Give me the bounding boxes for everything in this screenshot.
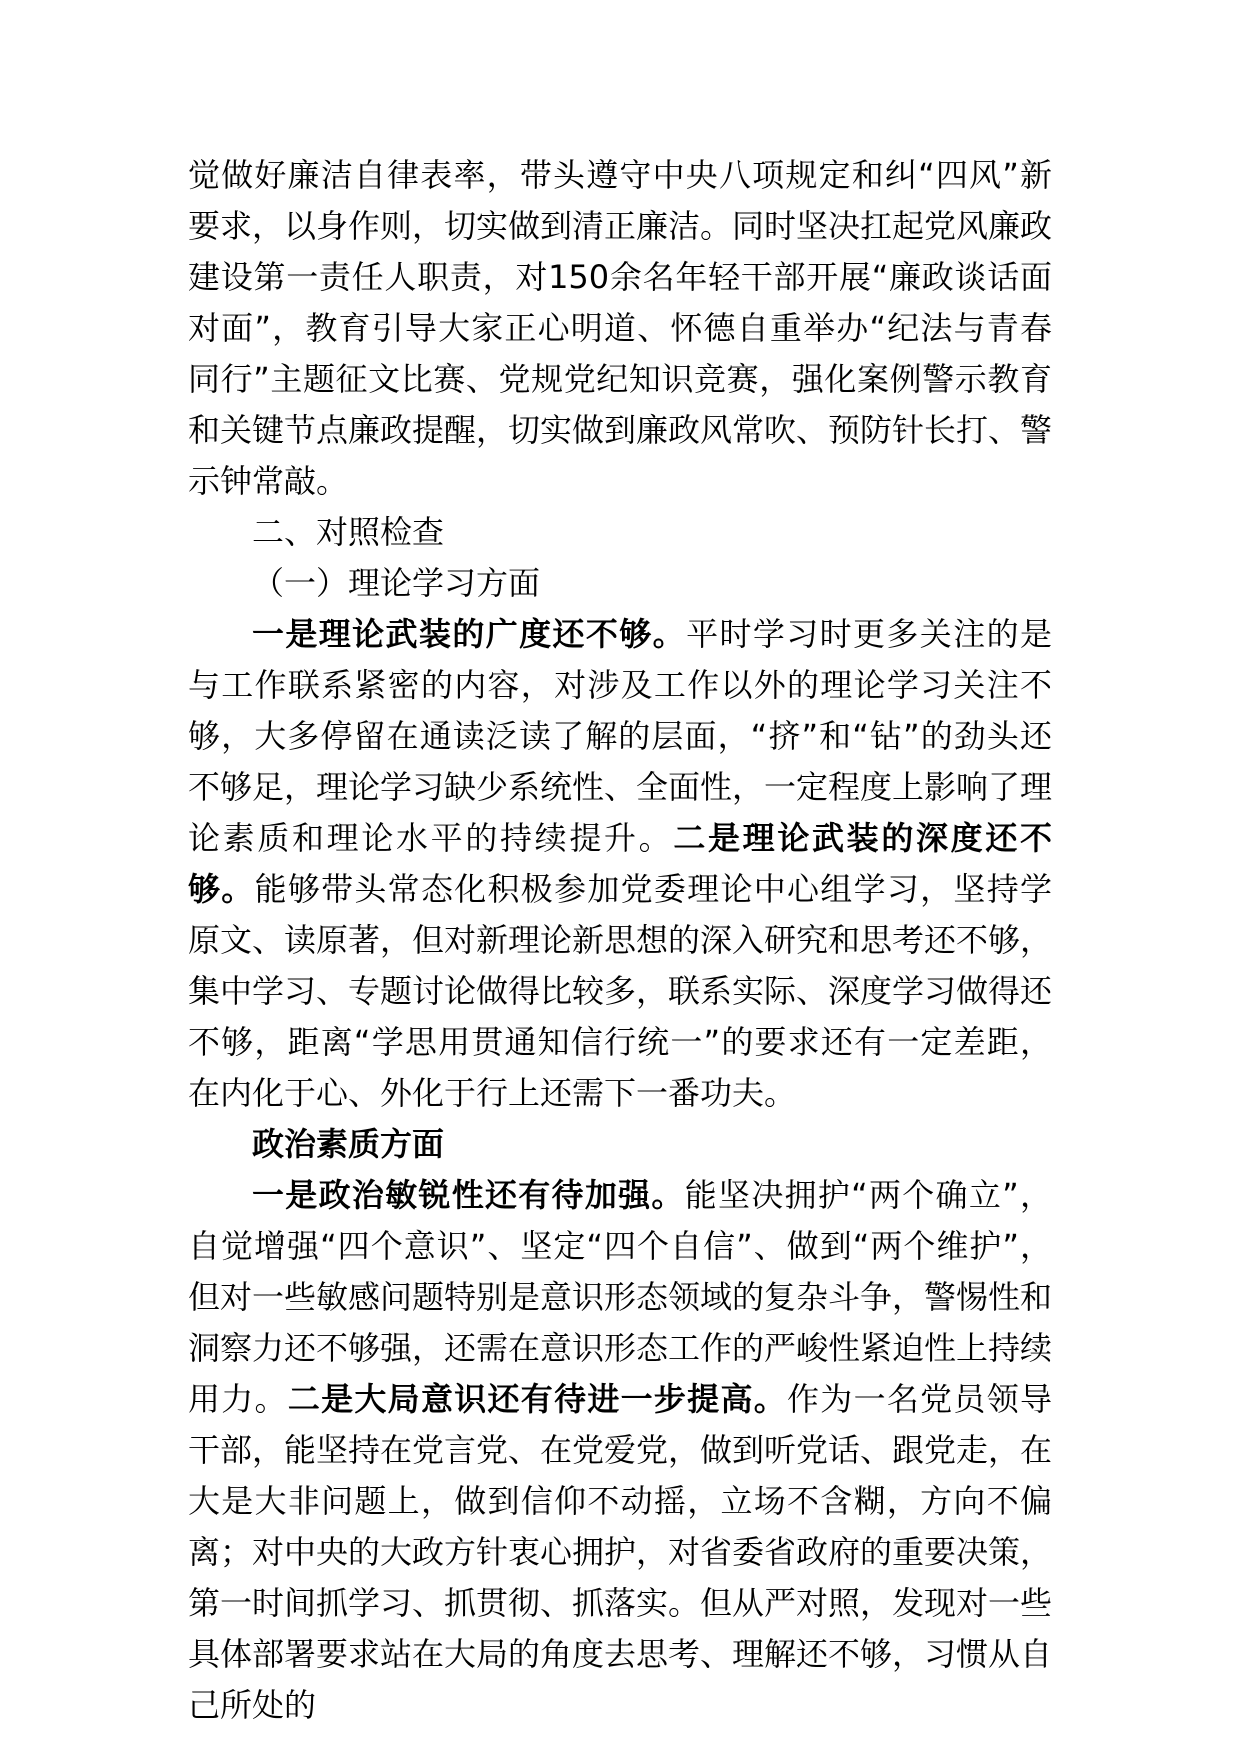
point-heading: 二是理论武装的深度还不够。 <box>188 819 1052 908</box>
paragraph-political-quality <box>188 1170 1052 1731</box>
paragraph-continuation <box>188 150 1052 507</box>
subsection-heading <box>188 1119 1052 1170</box>
section-heading <box>188 507 1052 558</box>
subsection-heading <box>188 558 1052 609</box>
point-heading: 一是理论武装的广度还不够。 <box>252 615 687 653</box>
paragraph-text: 平时学习时更多关注的是与工作联系紧密的内容，对涉及工作以外的理论学习关注不够，大多停留在通读泛读了解的层面，“挤”和“钻”的劲头还不够足，理论学习缺少系统性、全面性，一定程度上影响了理论素质和理论水平的持续提升。 <box>188 615 1053 857</box>
paragraph-text: 能够带头常态化积极参加党委理论中心组学习，坚持学原文、读原著，但对新理论新思想的深入研究和思考还不够，集中学习、专题讨论做得比较多，联系实际、深度学习做得还不够，距离“学思用贯通知信行统一”的要求还有一定差距，在内化于心、外化于行上还需下一番功夫。 <box>188 870 1053 1112</box>
paragraph-text: 作为一名党员领导干部，能坚持在党言党、在党爱党，做到听党话、跟党走，在大是大非问题上，做到信仰不动摇，立场不含糊，方向不偏离；对中央的大政方针衷心拥护，对省委省政府的重要决策，第一时间抓学习、抓贯彻、抓落实。但从严对照，发现对一些具体部署要求站在大局的角度去思考、理解还不够，习惯从自己所处的 <box>188 1380 1053 1724</box>
subsection-heading-text: （一）理论学习方面 <box>252 564 541 602</box>
document-body <box>188 150 1052 1731</box>
point-heading: 一是政治敏锐性还有待加强。 <box>252 1176 685 1214</box>
paragraph-text: 觉做好廉洁自律表率，带头遵守中央八项规定和纠“四风”新要求，以身作则，切实做到清正廉洁。同时坚决扛起党风廉政建设第一责任人职责，对150余名年轻干部开展“廉政谈话面对面”，教育引导大家正心明道、怀德自重举办“纪法与青春同行”主题征文比赛、党规党纪知识竞赛，强化案例警示教育和关键节点廉政提醒，切实做到廉政风常吹、预防针长打、警示钟常敲。 <box>188 156 1053 500</box>
paragraph-text: 能坚决拥护“两个确立”，自觉增强“四个意识”、坚定“四个自信”、做到“两个维护”，但对一些敏感问题特别是意识形态领域的复杂斗争，警惕性和洞察力还不够强，还需在意识形态工作的严峻性紧迫性上持续用力。 <box>188 1176 1053 1418</box>
point-heading: 二是大局意识还有待进一步提高。 <box>287 1380 788 1418</box>
section-heading-text: 二、对照检查 <box>252 513 445 551</box>
subsection-heading-text: 政治素质方面 <box>252 1125 445 1163</box>
paragraph-theory-study <box>188 609 1052 1119</box>
